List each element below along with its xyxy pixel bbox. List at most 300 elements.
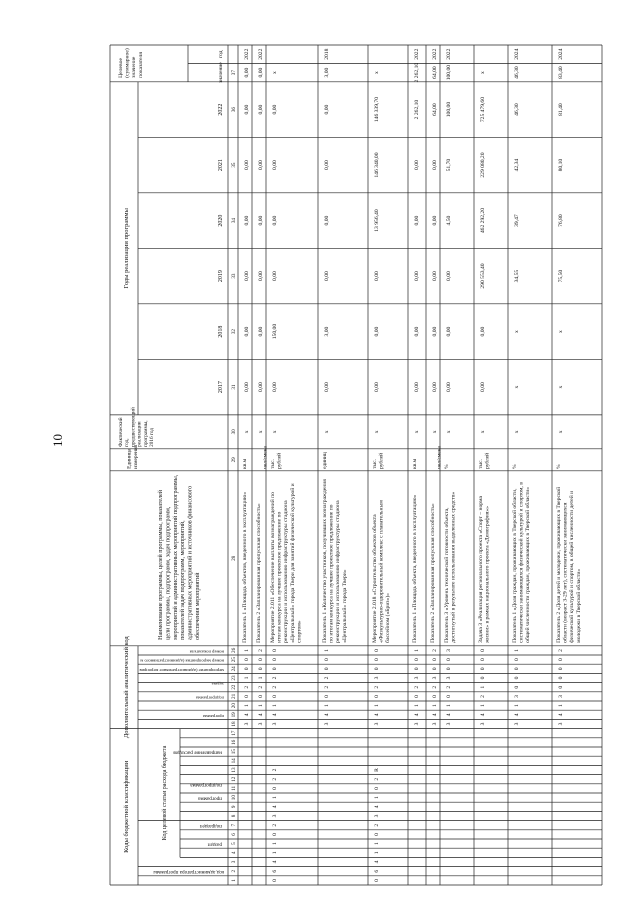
row-8-target-year: 2022 (446, 48, 452, 60)
index-num-9: 9 (231, 805, 237, 809)
row-3-code-21: 0 (272, 695, 278, 698)
row-3-code-20: 1 (272, 704, 278, 707)
row-1-code-26: 1 (244, 649, 250, 652)
index-num-21: 21 (231, 693, 237, 699)
row-11-code-24: 0 (558, 667, 564, 671)
row-5-code-2: 6 (374, 869, 380, 873)
index-num-17: 17 (231, 730, 237, 736)
row-3-code-25: 0 (272, 658, 278, 661)
index-num-11: 11 (231, 785, 237, 791)
row-6-unit: кв.м (412, 458, 418, 469)
index-num-13: 13 (231, 767, 237, 773)
row-4-year-2022: 0,00 (324, 104, 330, 115)
row-10-year-2017: х (514, 385, 520, 389)
row-11-code-21: 3 (558, 695, 564, 698)
row-9-code-25: 0 (480, 658, 486, 661)
row-2-year-2022: 0,00 (258, 104, 264, 115)
row-4-code-20: 1 (324, 704, 330, 707)
row-1-year-2021: 0,00 (244, 160, 250, 170)
row-4-code-22: 2 (324, 685, 330, 689)
row-7-name: Показатель 2 «Запланированная пропускная способность» (430, 503, 436, 643)
row-9-name: Задача 3 «Реализация регионального проекта «Спорт – нормажизни» в рамках национального проекта «Демография»» (478, 496, 491, 643)
row-2-fact: х (258, 430, 264, 434)
row-3-code-13: 2 (272, 768, 278, 772)
row-10-fact: х (514, 430, 520, 434)
row-11-year-2018: х (558, 330, 564, 333)
row-6-year-2018: 0,00 (414, 326, 420, 337)
row-3-fact: х (272, 430, 278, 434)
row-11-code-22: 0 (558, 685, 564, 689)
row-2-code-20: 1 (258, 704, 264, 707)
row-6-year-2020: 0,00 (414, 215, 420, 226)
header-additional-col-6: номер показателя (189, 649, 224, 655)
row-7-fact: х (432, 430, 438, 434)
row-6-year-2019: 0,00 (414, 271, 420, 281)
header-admin: код администратора программы (153, 869, 224, 876)
row-7-code-18: 3 (432, 722, 438, 726)
row-3-name: Мероприятие 2.011 «Обеспечение выплаты вознаграждений поитогам конкурса на лучшее проектное предложение пореконструкции и использованию инфраструктуры стадиона«Центральный» города Твери для занятий физической культурой испортом» (270, 483, 303, 643)
row-3-target-value: х (272, 71, 278, 74)
row-4-code-26: 1 (324, 649, 330, 652)
row-4-year-2017: 0,00 (324, 382, 330, 392)
row-8-code-26: 3 (446, 649, 452, 652)
row-6-code-20: 1 (414, 704, 420, 707)
row-5-code-3: 4 (374, 860, 380, 864)
row-1-unit: кв.м (242, 458, 248, 469)
row-2-year-2021: 0,00 (258, 160, 264, 170)
row-4-code-21: 0 (324, 695, 330, 698)
row-7-code-22: 2 (432, 685, 438, 689)
header-subprogram: подпрограмма (190, 781, 222, 788)
row-5-year-2018: 0,00 (374, 326, 380, 337)
row-6-code-24: 0 (414, 667, 420, 671)
row-4-target-year: 2018 (324, 48, 330, 60)
row-3-code-3: 4 (272, 860, 278, 864)
index-num-32: 32 (231, 328, 237, 335)
index-num-2: 2 (231, 869, 237, 873)
row-6-fact: х (414, 430, 420, 434)
row-5-code-19: 4 (374, 713, 380, 717)
header-name-col: Наименование программы, целей программы, показателейцели программы, подпрограмм, задач подпрограмм,мероприятий и административных мероприятий подпрограммы,показателей задач подпрограмм, мероприятий,административных мероприятий и источников финансовогообеспечения мероприятий (158, 474, 201, 640)
row-4-year-2019: 0,00 (324, 271, 330, 281)
row-6-code-22: 2 (414, 685, 420, 689)
row-9-code-22: 1 (480, 685, 486, 689)
row-5-code-23: 3 (374, 676, 380, 680)
index-num-4: 4 (231, 851, 237, 855)
row-5-code-22: 2 (374, 685, 380, 689)
row-5-code-18: 3 (374, 722, 380, 726)
row-11-year-2021: 80,10 (558, 158, 564, 172)
row-10-year-2022: 46,30 (514, 103, 520, 116)
index-num-26: 26 (231, 647, 237, 653)
row-1-code-25: 0 (244, 658, 250, 661)
row-10-code-22: 0 (514, 685, 520, 689)
row-6-code-23: 3 (414, 676, 420, 680)
row-2-year-2020: 0,00 (258, 215, 264, 226)
row-9-year-2019: 290 553,40 (480, 263, 486, 289)
row-10-target-value: 46,30 (514, 66, 520, 79)
row-3-code-8: 3 (272, 814, 278, 818)
row-9-code-23: 0 (480, 676, 486, 680)
header-unit: Единицаизмерения (126, 444, 139, 469)
index-num-5: 5 (231, 842, 237, 845)
row-3-code-1: 0 (272, 879, 278, 882)
row-1-year-2020: 0,00 (244, 215, 250, 226)
header-razdel: раздел (207, 841, 222, 848)
index-num-6: 6 (231, 833, 237, 836)
row-10-code-25: 0 (514, 658, 520, 661)
row-3-code-26: 0 (272, 649, 278, 652)
row-6-name: Показатель 1 «Площадь объекта, введенного в эксплуатацию» (412, 494, 418, 643)
row-5-code-11: 0 (374, 787, 380, 790)
row-10-code-24: 0 (514, 667, 520, 671)
row-11-fact: х (558, 430, 564, 434)
row-10-year-2021: 42,34 (514, 158, 520, 172)
row-2-target-value: 0,00 (258, 67, 264, 78)
row-11-code-19: 4 (558, 713, 564, 717)
row-9-year-2020: 462 292,20 (480, 207, 486, 234)
index-num-22: 22 (231, 684, 237, 690)
row-1-code-24: 0 (244, 667, 250, 671)
row-3-code-11: 0 (272, 787, 278, 790)
index-num-14: 14 (231, 758, 237, 764)
row-7-unit: чел/смена (436, 446, 443, 469)
row-10-code-26: 1 (514, 649, 520, 652)
row-11-code-18: 3 (558, 722, 564, 726)
header-year-2018: 2018 (218, 325, 224, 338)
program-table (110, 45, 602, 885)
row-2-code-18: 3 (258, 722, 264, 726)
row-10-unit: % (512, 464, 518, 469)
row-11-code-20: 1 (558, 704, 564, 707)
row-9-year-2017: 0,00 (480, 382, 486, 392)
row-3-code-4: 1 (272, 851, 278, 855)
row-7-year-2017: 0,00 (432, 382, 438, 392)
row-2-target-year: 2022 (258, 48, 264, 60)
row-1-year-2017: 0,00 (244, 382, 250, 392)
row-9-code-18: 3 (480, 722, 486, 726)
row-7-code-24: 0 (432, 667, 438, 671)
row-8-code-25: 0 (446, 658, 452, 661)
header-additional-col-3: задача (211, 681, 224, 687)
row-8-year-2018: 0,00 (446, 326, 452, 337)
row-5-code-10: 1 (374, 796, 380, 799)
row-6-year-2021: 0,00 (414, 160, 420, 170)
row-10-code-19: 4 (514, 713, 520, 717)
index-num-36: 36 (231, 106, 237, 113)
row-5-code-8: 3 (374, 814, 380, 818)
index-num-34: 34 (231, 217, 237, 224)
row-6-code-21: 0 (414, 695, 420, 698)
row-11-unit: % (556, 464, 562, 469)
row-9-unit: тыс.рублей (478, 452, 491, 469)
row-8-code-18: 3 (446, 722, 452, 726)
row-9-target-value: х (480, 71, 486, 74)
header-year-2021: 2021 (218, 159, 224, 172)
row-8-code-24: 0 (446, 667, 452, 671)
row-5-name: Мероприятие 2.018 «Строительство объектов объекта«Физкультурно-оздоровительный комплекс с плавательнымбассейном («Бриз»)» (372, 500, 392, 643)
row-8-code-22: 2 (446, 685, 452, 689)
row-6-code-26: 1 (414, 649, 420, 652)
row-4-name: Показатель 1 «Количество участников, получивших вознагражденияпо итогам конкурса на лучшее проектное предложение пореконструкции и использованию инфраструктуры стадиона«Центральный» города Твери» (322, 479, 348, 643)
row-2-code-21: 0 (258, 695, 264, 698)
index-num-1: 1 (231, 879, 237, 882)
row-9-year-2021: 229 080,20 (480, 152, 486, 178)
header-years-group: Годы реализации программы (123, 208, 130, 289)
row-3-code-2: 6 (272, 869, 278, 873)
row-2-code-25: 0 (258, 658, 264, 661)
row-9-code-26: 0 (480, 649, 486, 652)
row-11-code-26: 2 (558, 649, 564, 652)
page-number: 10 (50, 434, 65, 447)
row-1-year-2022: 0,00 (244, 104, 250, 115)
index-num-8: 8 (231, 814, 237, 818)
row-5-code-6: 0 (374, 833, 380, 836)
header-additional-col-4: мероприятие (административное мероприя (139, 667, 224, 673)
row-8-code-23: 3 (446, 676, 452, 680)
index-num-31: 31 (231, 384, 237, 390)
row-5-code-4: 1 (374, 851, 380, 855)
header-target-value: значение (218, 62, 224, 83)
row-4-unit: единиц (322, 452, 328, 469)
header-direction: направление расходов (173, 749, 222, 756)
header-target: Целевое(суммарное)значениепоказателя (118, 48, 144, 78)
row-5-code-26: 0 (374, 649, 380, 652)
header-year-2020: 2020 (218, 214, 224, 227)
row-1-code-23: 1 (244, 676, 250, 680)
header-additional-group: Дополнительный аналитический код (123, 636, 130, 739)
row-8-code-19: 4 (446, 713, 452, 717)
row-5-code-24: 0 (374, 667, 380, 671)
row-3-code-7: 2 (272, 823, 278, 827)
index-num-19: 19 (231, 712, 237, 718)
header-code-article: Код целевой статьи расхода бюджета (162, 745, 168, 841)
row-10-code-20: 1 (514, 704, 520, 707)
row-10-year-2020: 39,47 (514, 214, 520, 227)
row-8-fact: х (446, 430, 452, 434)
row-4-year-2018: 3,00 (324, 326, 330, 337)
row-4-code-25: 0 (324, 658, 330, 661)
row-1-year-2019: 0,00 (244, 271, 250, 281)
header-additional-col-5: номер мероприятия (административного м (140, 658, 224, 664)
row-2-code-26: 2 (258, 649, 264, 652)
row-1-code-18: 3 (244, 722, 250, 726)
header-additional-col-1: программа (202, 713, 224, 719)
index-num-29: 29 (231, 457, 237, 463)
header-year-2019: 2019 (218, 270, 224, 283)
row-2-year-2017: 0,00 (258, 382, 264, 392)
row-1-code-19: 4 (244, 713, 250, 717)
row-3-unit: тыс.рублей (270, 452, 283, 469)
row-7-code-20: 1 (432, 704, 438, 707)
row-3-code-18: 3 (272, 722, 278, 726)
header-additional-col-2: подпрограмма (195, 695, 224, 701)
row-5-code-12: 2 (374, 777, 380, 781)
row-3-code-9: 4 (272, 805, 278, 809)
row-8-year-2020: 4,50 (446, 215, 452, 226)
row-5-target-value: х (374, 71, 380, 74)
row-7-code-23: 3 (432, 676, 438, 680)
row-1-target-year: 2022 (244, 48, 250, 60)
row-7-code-21: 0 (432, 695, 438, 698)
index-num-33: 33 (231, 273, 237, 279)
row-7-year-2020: 0,00 (432, 215, 438, 226)
row-7-code-19: 4 (432, 713, 438, 717)
row-6-code-18: 3 (414, 722, 420, 726)
row-6-target-year: 2022 (414, 48, 420, 60)
row-4-year-2021: 0,00 (324, 160, 330, 170)
row-5-code-7: 2 (374, 823, 380, 827)
row-7-year-2021: 0,00 (432, 160, 438, 170)
row-5-year-2019: 0,00 (374, 271, 380, 281)
row-2-unit: чел/смена (262, 446, 269, 469)
index-num-18: 18 (231, 721, 237, 727)
row-2-year-2018: 0,00 (258, 326, 264, 337)
index-num-3: 3 (231, 860, 237, 864)
row-6-year-2022: 2 262,10 (414, 99, 420, 120)
row-5-code-9: 4 (374, 805, 380, 809)
row-1-name: Показатель 1 «Площадь объектов, введенного в эксплуатацию» (242, 491, 248, 643)
row-5-year-2020: 13 956,40 (374, 209, 380, 232)
row-5-code-21: 0 (374, 695, 380, 698)
index-num-23: 23 (231, 675, 237, 681)
row-11-code-23: 0 (558, 676, 564, 680)
index-num-35: 35 (231, 162, 237, 168)
row-8-unit: % (444, 464, 450, 469)
header-codes-group: Коды бюджетной классификации (123, 760, 130, 853)
row-3-year-2019: 0,00 (272, 271, 278, 281)
row-8-code-21: 0 (446, 695, 452, 698)
row-2-code-23: 1 (258, 676, 264, 680)
row-1-fact: х (244, 430, 250, 434)
row-11-name: Показатель 2 «Доля детей и молодежи, проживающих в Тверскойобласти (возраст 3-29 лет), систематически занимающихсяфизической культурой и спортом, в общей численности детей имолодежи в Тверской области» (556, 486, 582, 643)
row-3-code-22: 2 (272, 685, 278, 689)
row-9-code-20: 1 (480, 704, 486, 707)
header-year-2022: 2022 (218, 103, 224, 116)
header-target-year: год (218, 50, 224, 58)
row-8-year-2019: 0,00 (446, 271, 452, 281)
row-3-code-10: 1 (272, 796, 278, 799)
row-9-year-2022: 725 479,60 (480, 96, 486, 123)
row-10-year-2018: х (514, 330, 520, 333)
row-8-name: Показатель 3 «Уровень технической готовности объекта,достигнутый в результате использования выделенных средств» (444, 491, 457, 643)
row-2-year-2019: 0,00 (258, 271, 264, 281)
row-3-year-2020: 0,00 (272, 215, 278, 226)
row-5-code-20: 1 (374, 704, 380, 707)
row-5-code-25: 0 (374, 658, 380, 661)
row-11-year-2019: 75,50 (558, 269, 564, 283)
row-8-year-2022: 100,00 (446, 101, 452, 118)
row-6-code-25: 0 (414, 658, 420, 661)
row-2-name: Показатель 2 «Запланированная пропускная способность» (256, 503, 262, 643)
row-4-code-24: 0 (324, 667, 330, 671)
index-num-10: 10 (231, 795, 237, 801)
row-5-fact: х (374, 430, 380, 434)
row-4-code-19: 4 (324, 713, 330, 717)
row-3-code-5: 1 (272, 842, 278, 845)
row-5-code-1: 0 (374, 879, 380, 882)
header-podrazdel: подраздел (199, 823, 222, 830)
row-1-code-21: 0 (244, 695, 250, 698)
row-3-code-12: 2 (272, 777, 278, 781)
row-1-target-value: 0,00 (244, 67, 250, 78)
row-5-year-2021: 146 340,00 (374, 152, 380, 178)
row-9-code-24: 0 (480, 667, 486, 671)
row-6-year-2017: 0,00 (414, 382, 420, 392)
index-num-16: 16 (231, 739, 237, 745)
row-7-year-2022: 64,00 (432, 103, 438, 116)
row-11-target-value: 83,40 (558, 66, 564, 79)
row-11-year-2022: 81,40 (558, 103, 564, 116)
row-7-code-25: 0 (432, 658, 438, 661)
row-9-fact: х (480, 430, 486, 434)
row-3-year-2022: 0,00 (272, 104, 278, 115)
row-4-year-2020: 0,00 (324, 215, 330, 226)
row-8-year-2017: 0,00 (446, 382, 452, 392)
row-3-year-2018: 150,00 (272, 323, 278, 340)
row-4-fact: х (324, 430, 330, 434)
row-3-year-2017: 0,00 (272, 382, 278, 392)
row-3-code-24: 0 (272, 667, 278, 671)
row-3-code-23: 2 (272, 676, 278, 680)
index-num-12: 12 (231, 776, 237, 782)
row-6-code-19: 4 (414, 713, 420, 717)
index-num-30: 30 (231, 429, 237, 435)
row-8-year-2021: 51,70 (446, 158, 452, 172)
row-9-code-19: 4 (480, 713, 486, 717)
row-1-code-20: 1 (244, 704, 250, 707)
row-2-code-22: 2 (258, 685, 264, 689)
row-1-code-22: 2 (244, 685, 250, 689)
header-fact: Фактическийгод,предшествующийреализациипрограммы,2016 год (118, 407, 155, 447)
row-9-code-21: 2 (480, 695, 486, 698)
row-3-code-19: 4 (272, 713, 278, 717)
row-10-name: Показатель 1 «Доля граждан, проживающих в Тверской области,систематически занимающихся физической культурой и спортом, вобщей численности граждан, проживающих в Тверской области» (512, 482, 532, 643)
row-1-year-2018: 0,00 (244, 326, 250, 337)
row-10-code-23: 0 (514, 676, 520, 680)
row-11-year-2020: 76,80 (558, 214, 564, 227)
row-10-code-18: 3 (514, 722, 520, 726)
row-3-year-2021: 0,00 (272, 160, 278, 170)
row-7-target-year: 2022 (432, 48, 438, 60)
row-10-target-year: 2024 (514, 48, 520, 60)
row-8-target-value: 100,00 (446, 64, 452, 81)
index-num-37: 37 (231, 70, 237, 76)
row-8-code-20: 1 (446, 704, 452, 707)
row-11-code-25: 0 (558, 658, 564, 661)
row-5-year-2022: 146 339,70 (374, 96, 380, 123)
row-2-code-24: 0 (258, 667, 264, 671)
row-9-year-2018: 0,00 (480, 326, 486, 337)
index-num-15: 15 (231, 749, 237, 755)
index-num-24: 24 (231, 666, 237, 672)
index-num-25: 25 (231, 657, 237, 663)
row-4-code-23: 2 (324, 676, 330, 680)
row-5-unit: тыс.рублей (372, 452, 385, 469)
row-10-year-2019: 34,55 (514, 269, 520, 283)
row-3-code-6: 0 (272, 833, 278, 836)
row-6-target-value: 2 262,10 (414, 62, 420, 83)
row-5-code-13: R (374, 768, 380, 772)
row-4-target-value: 3,00 (324, 67, 330, 78)
row-11-year-2017: х (558, 385, 564, 389)
row-7-year-2018: 0,00 (432, 326, 438, 337)
header-year-2017: 2017 (218, 381, 224, 394)
row-5-code-5: 1 (374, 842, 380, 845)
header-program: программа (198, 795, 222, 802)
index-num-20: 20 (231, 703, 237, 709)
index-num-28: 28 (231, 555, 237, 561)
